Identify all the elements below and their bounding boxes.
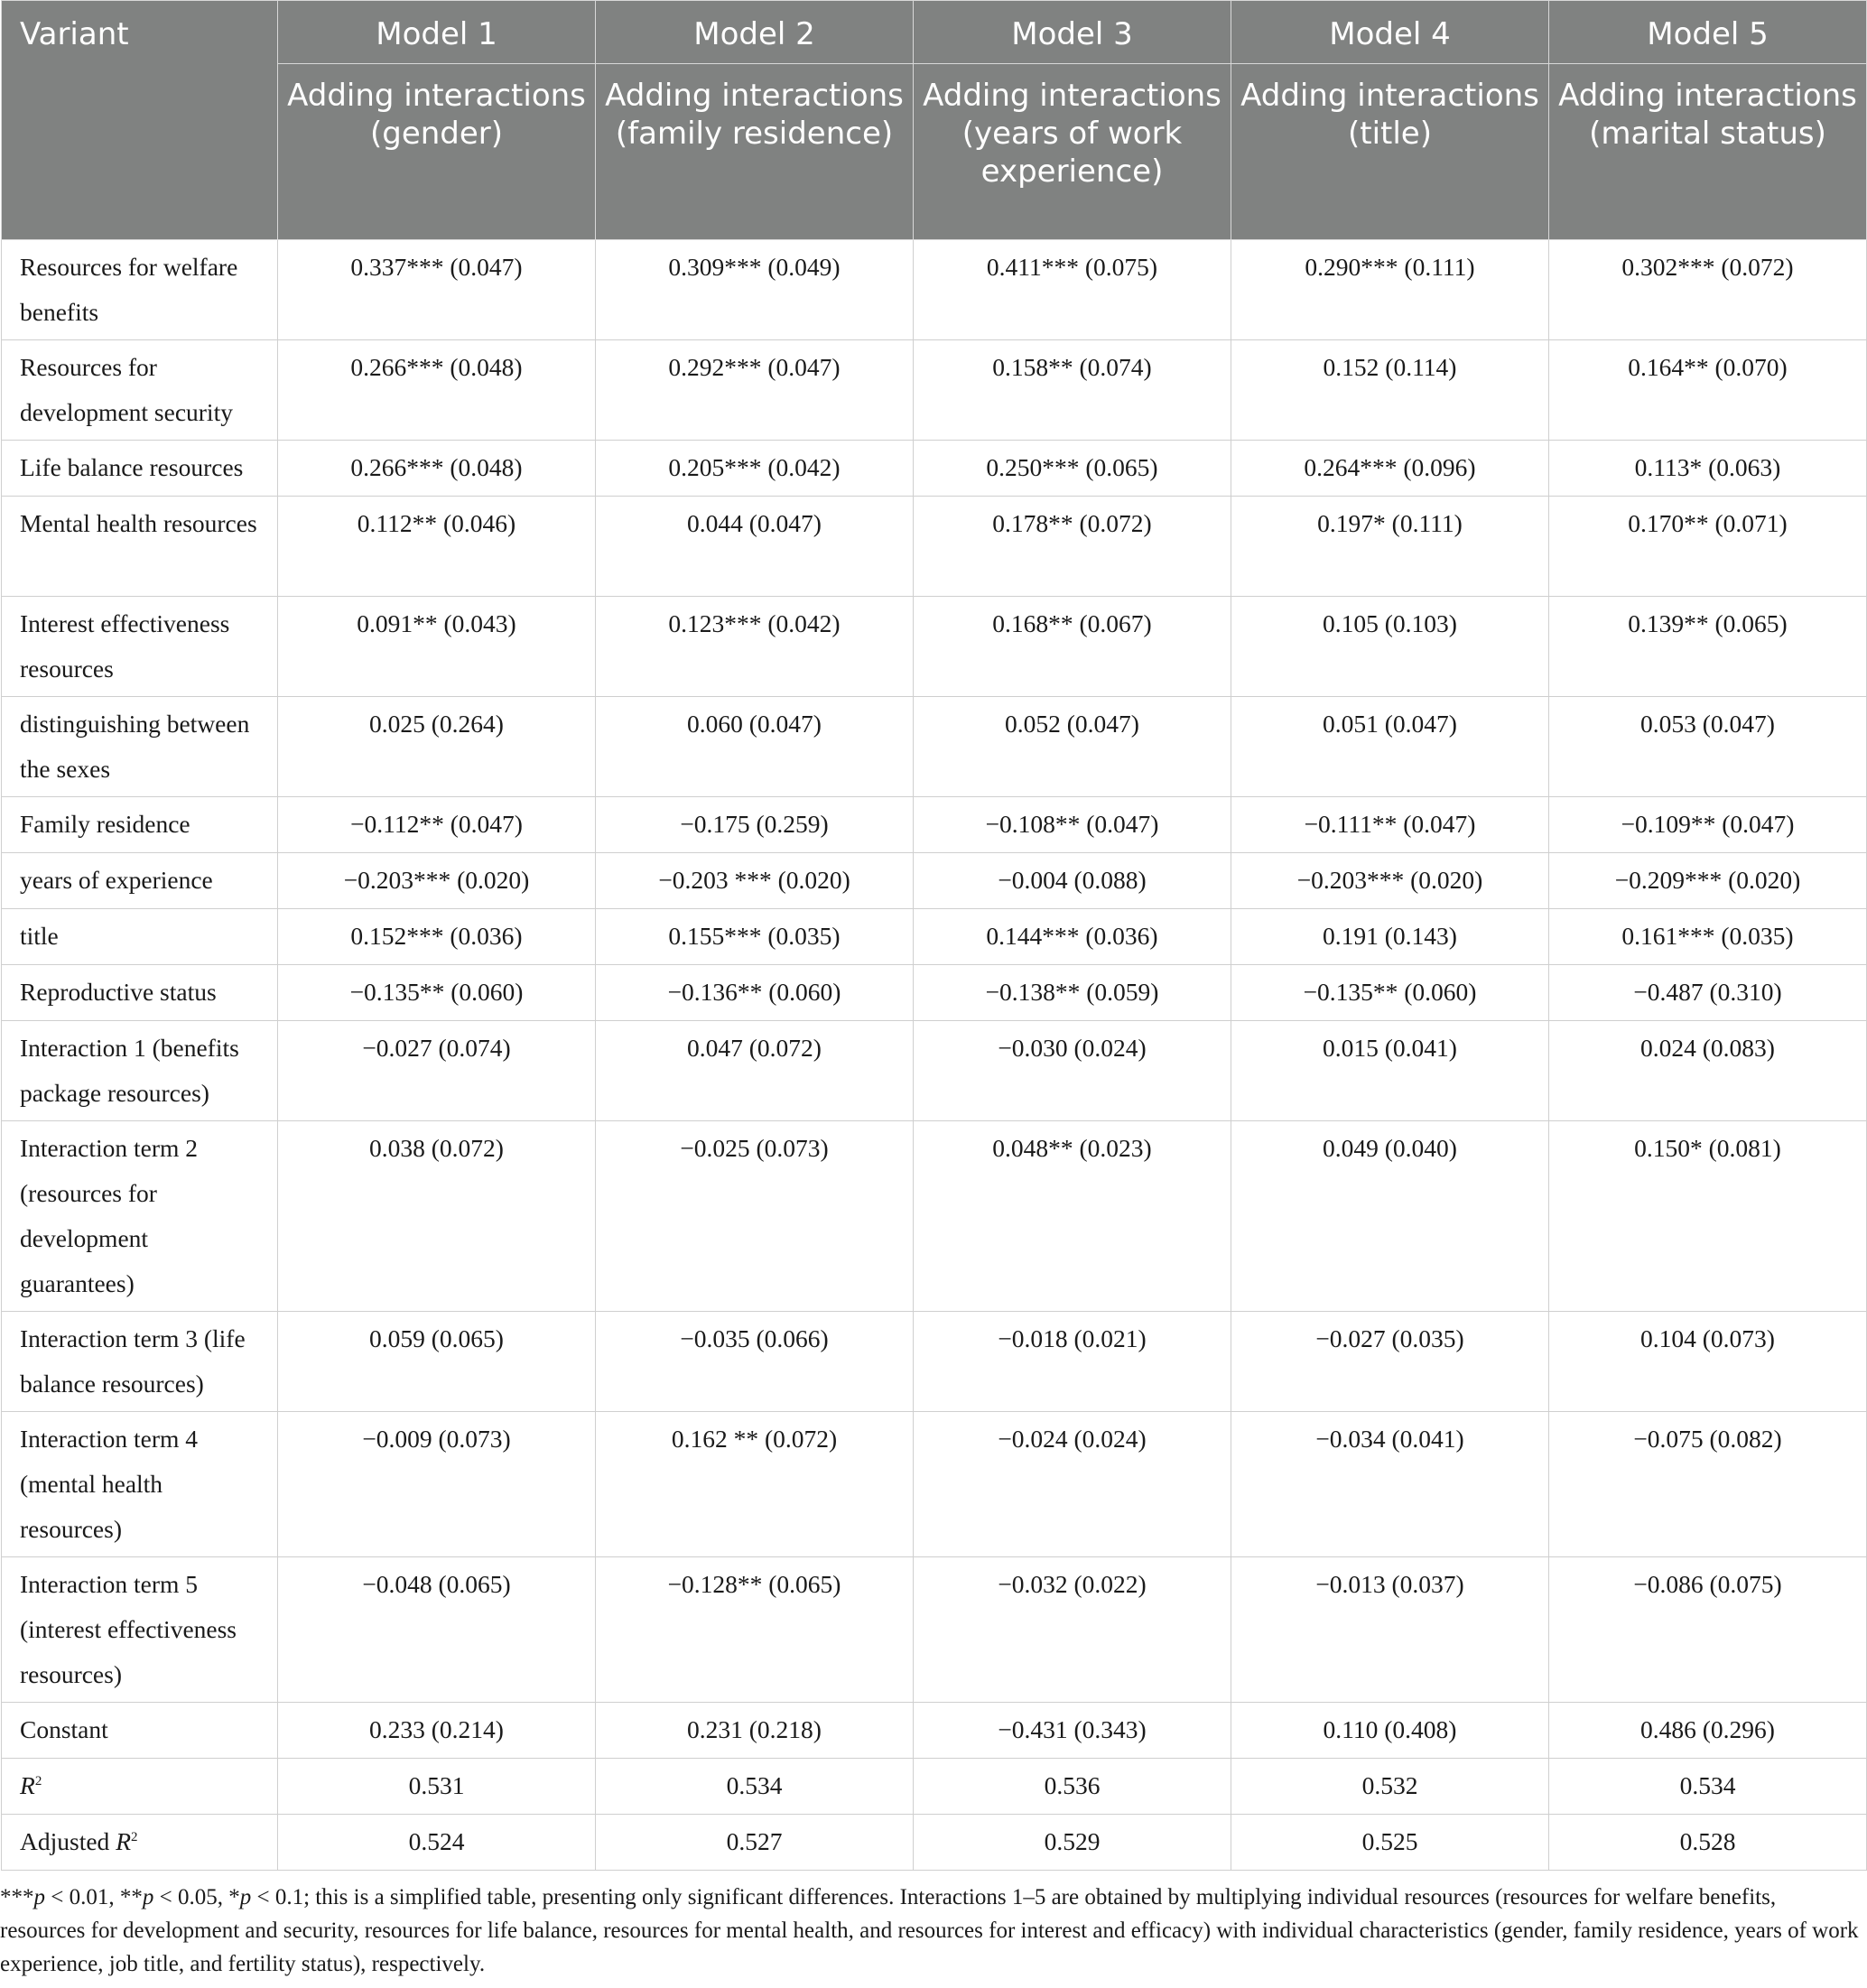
header-row-models [2,1,1867,64]
cell-value: −0.009 (0.073) [278,1412,596,1557]
cell-value: 0.292*** (0.047) [596,340,914,441]
cell-value: 0.015 (0.041) [1231,1021,1549,1121]
cell-value: 0.233 (0.214) [278,1703,596,1759]
table-row [2,1412,1867,1557]
regression-table [1,0,1867,1871]
cell-value: 0.266*** (0.048) [278,441,596,497]
cell-value: 0.113* (0.063) [1549,441,1867,497]
model-1-header: Model 1 [278,1,596,64]
cell-value: 0.337*** (0.047) [278,240,596,340]
cell-value: 0.302*** (0.072) [1549,240,1867,340]
cell-value: −0.111** (0.047) [1231,797,1549,853]
cell-value: −0.135** (0.060) [278,965,596,1021]
cell-value: 0.158** (0.074) [914,340,1231,441]
cell-value: −0.431 (0.343) [914,1703,1231,1759]
model-3-description: Adding interactions (years of work experience) [914,64,1231,240]
cell-value: 0.025 (0.264) [278,697,596,797]
row-label: Resources for welfare benefits [2,240,278,340]
cell-value: 0.534 [596,1759,914,1815]
row-label: distinguishing between the sexes [2,697,278,797]
cell-value: −0.135** (0.060) [1231,965,1549,1021]
table-row [2,797,1867,853]
cell-value: 0.250*** (0.065) [914,441,1231,497]
row-label: title [2,909,278,965]
table-row [2,240,1867,340]
cell-value: 0.105 (0.103) [1231,597,1549,697]
cell-value: 0.532 [1231,1759,1549,1815]
cell-value: 0.104 (0.073) [1549,1312,1867,1412]
table-row [2,441,1867,497]
model-2-header: Model 2 [596,1,914,64]
table-row [2,697,1867,797]
table-row [2,1121,1867,1312]
row-label: Interaction term 2 (resources for development guarantees) [2,1121,278,1312]
cell-value: −0.136** (0.060) [596,965,914,1021]
variant-header: Variant [2,1,278,240]
cell-value: 0.060 (0.047) [596,697,914,797]
cell-value: −0.487 (0.310) [1549,965,1867,1021]
cell-value: 0.529 [914,1815,1231,1871]
cell-value: 0.161*** (0.035) [1549,909,1867,965]
cell-value: −0.086 (0.075) [1549,1557,1867,1703]
cell-value: 0.162 ** (0.072) [596,1412,914,1557]
cell-value: 0.528 [1549,1815,1867,1871]
row-label: Interaction term 5 (interest effectiveness resources) [2,1557,278,1703]
cell-value: −0.112** (0.047) [278,797,596,853]
cell-value: 0.024 (0.083) [1549,1021,1867,1121]
cell-value: 0.139** (0.065) [1549,597,1867,697]
cell-value: 0.266*** (0.048) [278,340,596,441]
cell-value: 0.044 (0.047) [596,497,914,597]
cell-value: 0.534 [1549,1759,1867,1815]
cell-value: 0.170** (0.071) [1549,497,1867,597]
cell-value: 0.231 (0.218) [596,1703,914,1759]
cell-value: 0.524 [278,1815,596,1871]
row-label: Reproductive status [2,965,278,1021]
row-label: Constant [2,1703,278,1759]
cell-value: 0.164** (0.070) [1549,340,1867,441]
cell-value: 0.290*** (0.111) [1231,240,1549,340]
cell-value: −0.108** (0.047) [914,797,1231,853]
model-2-description: Adding interactions (family residence) [596,64,914,240]
table-body [2,240,1867,1871]
cell-value: 0.155*** (0.035) [596,909,914,965]
cell-value: 0.059 (0.065) [278,1312,596,1412]
cell-value: −0.209*** (0.020) [1549,853,1867,909]
cell-value: −0.034 (0.041) [1231,1412,1549,1557]
cell-value: 0.053 (0.047) [1549,697,1867,797]
row-label: Interest effectiveness resources [2,597,278,697]
cell-value: −0.048 (0.065) [278,1557,596,1703]
cell-value: −0.027 (0.035) [1231,1312,1549,1412]
cell-value: 0.264*** (0.096) [1231,441,1549,497]
cell-value: 0.049 (0.040) [1231,1121,1549,1312]
table-row [2,1312,1867,1412]
model-3-header: Model 3 [914,1,1231,64]
table-row [2,597,1867,697]
table-footnote: ***p < 0.01, **p < 0.05, *p < 0.1; this is a simplified table, presenting only significant differences. Interactions 1–5 are obtained by multiplying individual resources (resources for welfare benefits, resources for development and security, resources for life balance, resources for mental health, and resources for interest and efficacy) with individual characteristics (gender, family residence, years of work experience, job title, and fertility status), respectively. [0,1885,1859,1976]
table-row [2,1703,1867,1759]
cell-value: 0.112** (0.046) [278,497,596,597]
table-row [2,1557,1867,1703]
table-row [2,853,1867,909]
cell-value: 0.152*** (0.036) [278,909,596,965]
model-4-description: Adding interactions (title) [1231,64,1549,240]
row-label: Resources for development security [2,340,278,441]
model-5-description: Adding interactions (marital status) [1549,64,1867,240]
cell-value: −0.203 *** (0.020) [596,853,914,909]
row-label: $R^2$ [2,1759,278,1815]
cell-value: 0.038 (0.072) [278,1121,596,1312]
cell-value: 0.178** (0.072) [914,497,1231,597]
table-header [2,1,1867,240]
cell-value: −0.013 (0.037) [1231,1557,1549,1703]
row-label: Family residence [2,797,278,853]
table-row [2,909,1867,965]
row-label: Interaction 1 (benefits package resources) [2,1021,278,1121]
cell-value: 0.047 (0.072) [596,1021,914,1121]
cell-value: −0.203*** (0.020) [1231,853,1549,909]
cell-value: 0.051 (0.047) [1231,697,1549,797]
cell-value: 0.525 [1231,1815,1549,1871]
table-row [2,497,1867,597]
cell-value: 0.123*** (0.042) [596,597,914,697]
cell-value: −0.024 (0.024) [914,1412,1231,1557]
cell-value: 0.411*** (0.075) [914,240,1231,340]
table-row [2,340,1867,441]
row-label: Life balance resources [2,441,278,497]
model-1-description: Adding interactions (gender) [278,64,596,240]
cell-value: 0.531 [278,1759,596,1815]
cell-value: −0.138** (0.059) [914,965,1231,1021]
row-label: Mental health resources [2,497,278,597]
cell-value: −0.018 (0.021) [914,1312,1231,1412]
cell-value: −0.032 (0.022) [914,1557,1231,1703]
cell-value: −0.004 (0.088) [914,853,1231,909]
cell-value: 0.191 (0.143) [1231,909,1549,965]
cell-value: −0.175 (0.259) [596,797,914,853]
cell-value: 0.152 (0.114) [1231,340,1549,441]
cell-value: −0.128** (0.065) [596,1557,914,1703]
header-row-descriptions [2,64,1867,240]
cell-value: −0.027 (0.074) [278,1021,596,1121]
cell-value: 0.048** (0.023) [914,1121,1231,1312]
cell-value: 0.536 [914,1759,1231,1815]
cell-value: −0.025 (0.073) [596,1121,914,1312]
cell-value: −0.109** (0.047) [1549,797,1867,853]
model-4-header: Model 4 [1231,1,1549,64]
model-5-header: Model 5 [1549,1,1867,64]
cell-value: −0.035 (0.066) [596,1312,914,1412]
row-label: Interaction term 4 (mental health resources) [2,1412,278,1557]
table-row-adjusted-r-squared [2,1815,1867,1871]
cell-value: 0.486 (0.296) [1549,1703,1867,1759]
cell-value: 0.168** (0.067) [914,597,1231,697]
cell-value: 0.527 [596,1815,914,1871]
cell-value: 0.091** (0.043) [278,597,596,697]
cell-value: 0.197* (0.111) [1231,497,1549,597]
cell-value: 0.309*** (0.049) [596,240,914,340]
cell-value: −0.075 (0.082) [1549,1412,1867,1557]
cell-value: 0.052 (0.047) [914,697,1231,797]
table-row [2,1021,1867,1121]
table-row-r-squared [2,1759,1867,1815]
table-row [2,965,1867,1021]
cell-value: 0.110 (0.408) [1231,1703,1549,1759]
row-label: Adjusted $R^2$ [2,1815,278,1871]
cell-value: −0.030 (0.024) [914,1021,1231,1121]
row-label: years of experience [2,853,278,909]
cell-value: 0.150* (0.081) [1549,1121,1867,1312]
cell-value: 0.205*** (0.042) [596,441,914,497]
cell-value: −0.203*** (0.020) [278,853,596,909]
cell-value: 0.144*** (0.036) [914,909,1231,965]
row-label: Interaction term 3 (life balance resources) [2,1312,278,1412]
